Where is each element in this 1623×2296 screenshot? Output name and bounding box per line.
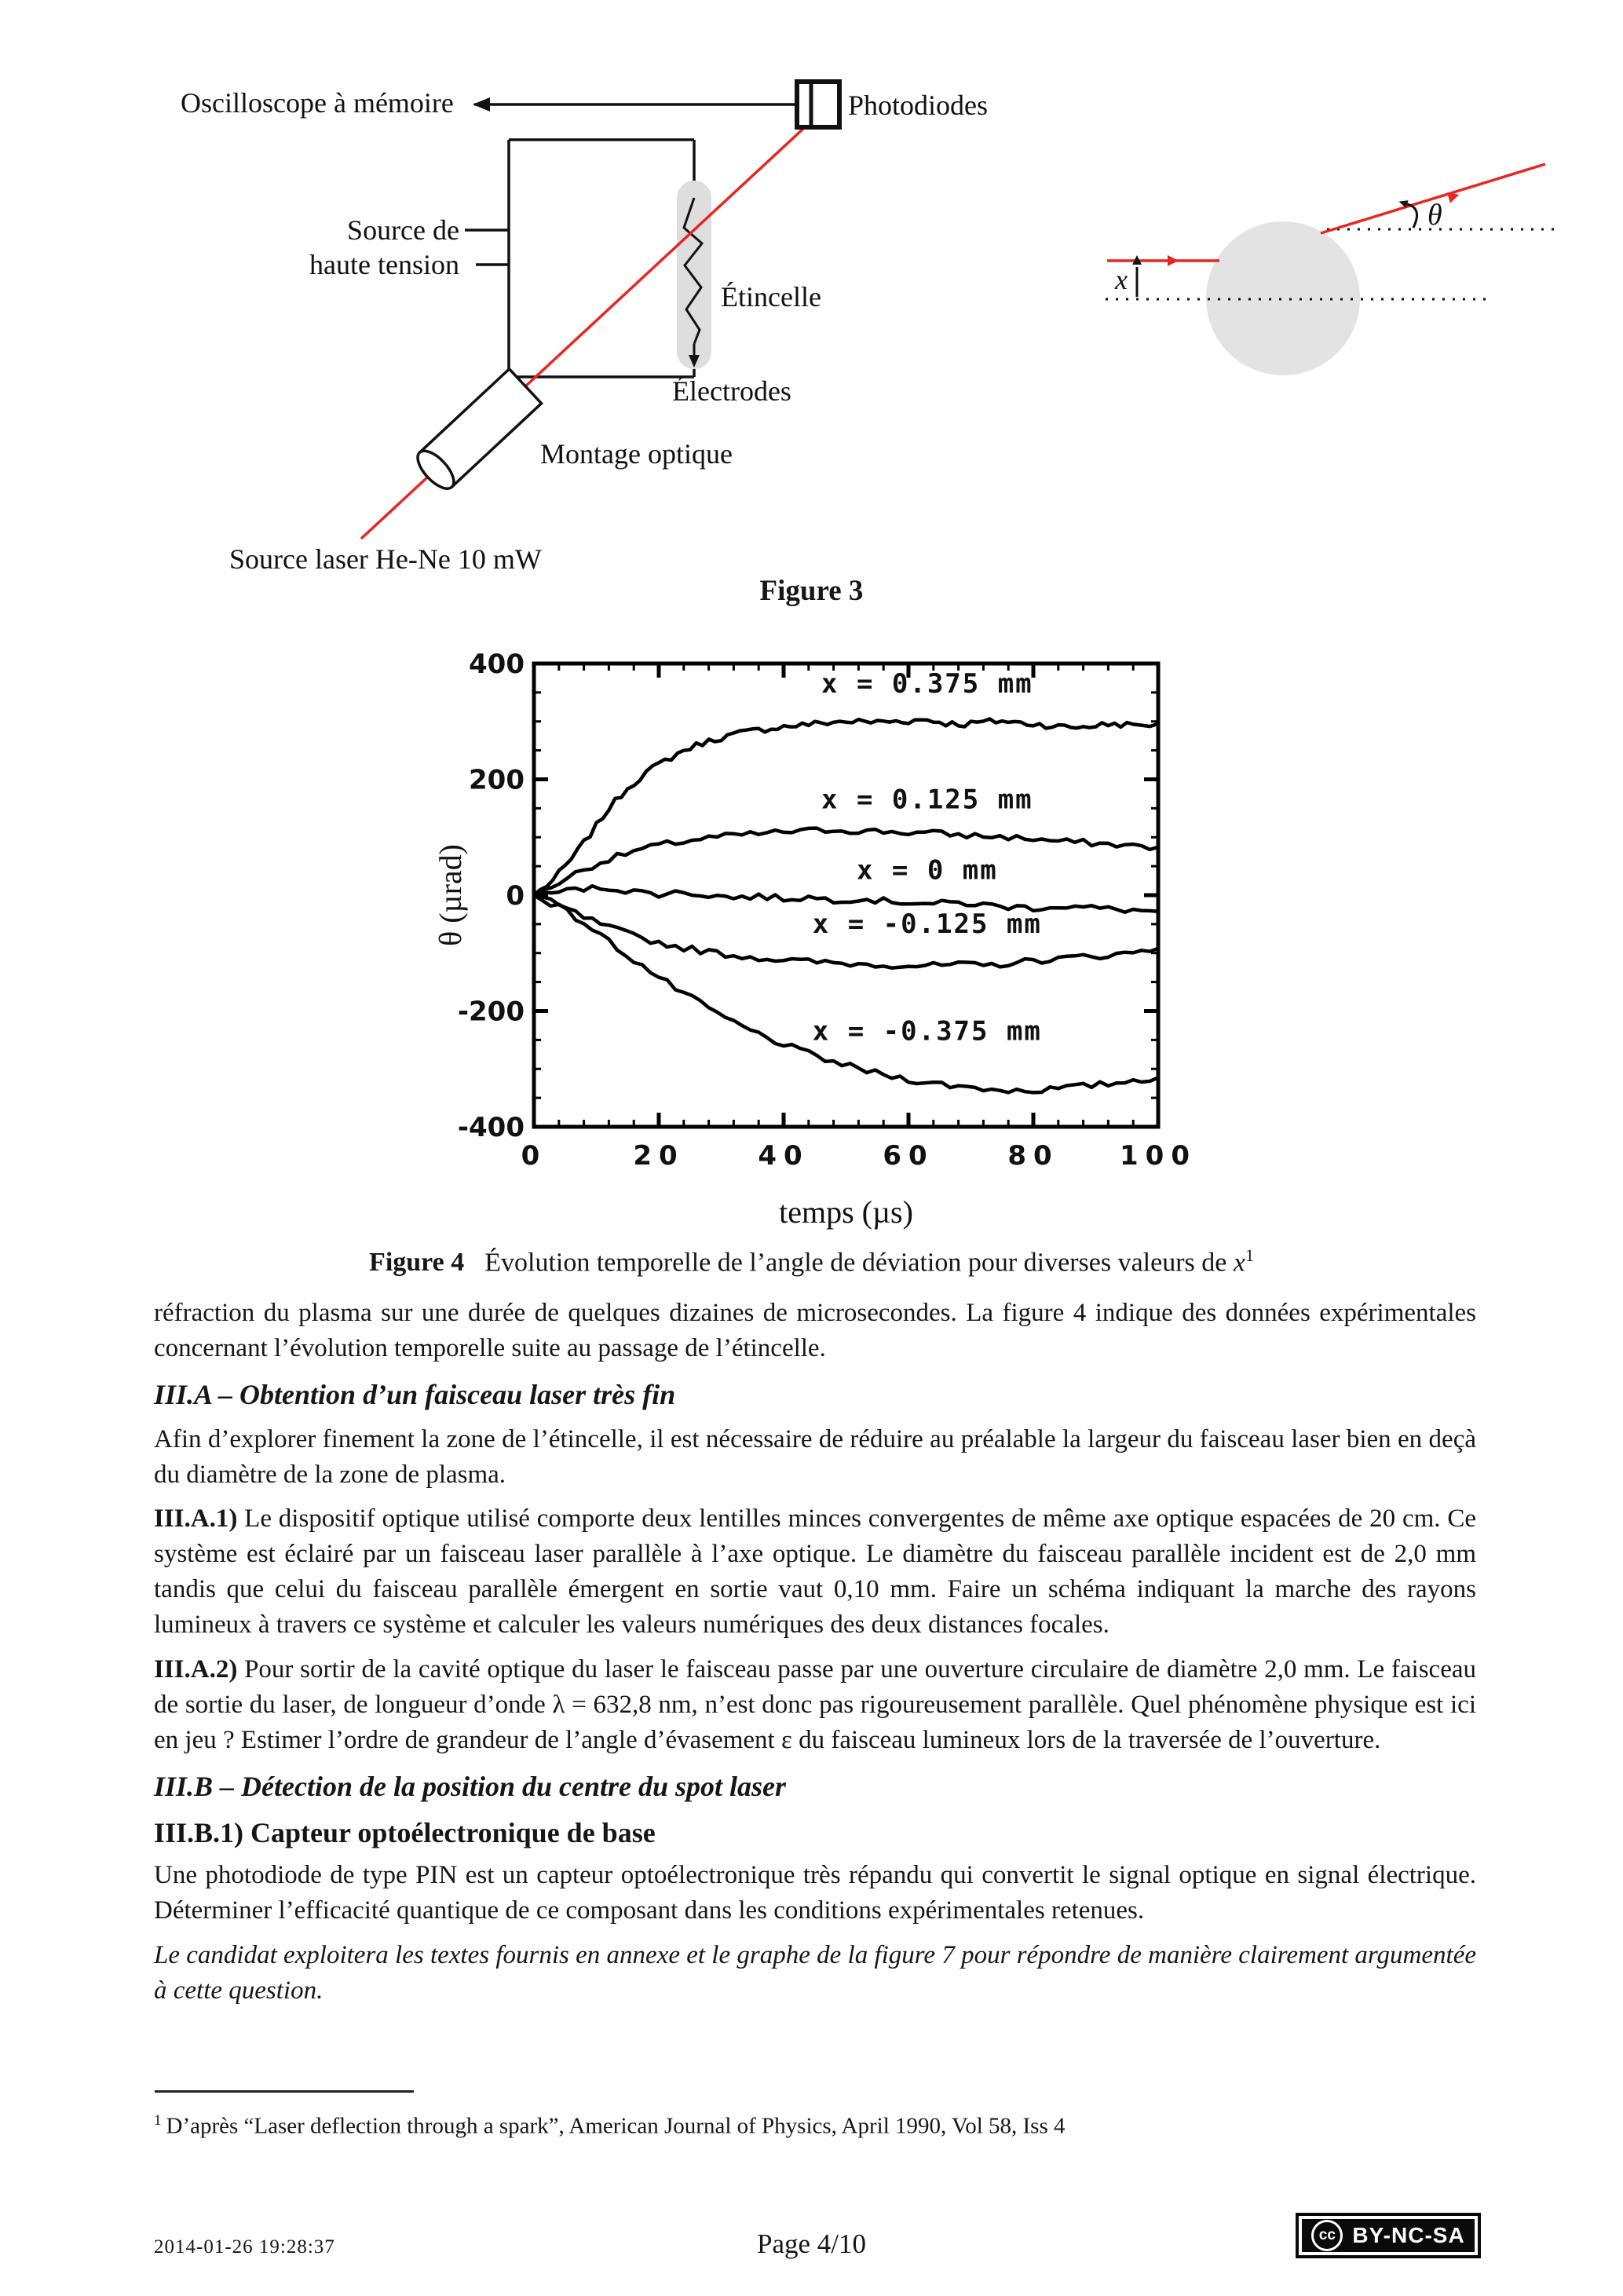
section-heading: III.A – Obtention d’un faisceau laser très fin: [154, 1378, 676, 1410]
x-tick-label: 20: [633, 1140, 685, 1172]
cc-icon: cc: [1311, 2220, 1343, 2251]
plot-frame: [534, 664, 1158, 1127]
y-tick-label: -200: [457, 996, 525, 1028]
series-label: x = 0.125 mm: [821, 784, 1033, 816]
section-heading: III.B – Détection de la position du centre du spot laser: [154, 1770, 787, 1802]
y-tick-label: 0: [506, 880, 525, 912]
footer-timestamp: 2014-01-26 19:28:37: [154, 2236, 335, 2258]
section-heading: III.B.1) Capteur optoélectronique de base: [154, 1816, 656, 1848]
hv-source-label-line1: Source de: [347, 214, 459, 246]
figure4-caption-text: Évolution temporelle de l’angle de déviation pour diverses valeurs de: [484, 1248, 1234, 1278]
footer-page-number: Page 4/10: [756, 2228, 866, 2259]
footnote-text: D’après “Laser deflection through a spark”, American Journal of Physics, April 1990, Vol 58, Iss 4: [166, 2113, 1066, 2139]
x-tick-label: 60: [883, 1140, 934, 1172]
paragraph: III.A.1) Le dispositif optique utilisé comporte deux lentilles minces convergentes de même axe optique espacées de 20 cm. Ce système est éclairé par un faisceau laser parallèle à l’axe optique. Le diamètre du faisceau parallèle incident est de 2,0 mm tandis que celui du faisceau parallèle émergent en sortie vaut 0,10 mm. Faire un schéma indiquant la marche des rayons lumineux à travers ce système et calculer les valeurs numériques des deux distances focales.: [154, 1504, 1476, 1640]
optical-mount-label: Montage optique: [540, 438, 733, 470]
laser-source-label: Source laser He-Ne 10 mW: [229, 543, 542, 575]
figure3-schematic: [0, 71, 1623, 630]
paragraph: Le candidat exploitera les textes fournis en annexe et le graphe de la figure 7 pour répondre de manière clairement argumentée à cette question.: [154, 1941, 1476, 2005]
series-label: x = -0.125 mm: [812, 908, 1042, 940]
theta-label: θ: [1427, 199, 1442, 232]
y-tick-label: 200: [469, 764, 525, 796]
x-offset-label: x: [1115, 264, 1128, 295]
footnote-ref: 1: [1245, 1245, 1254, 1265]
optical-mount: [411, 369, 541, 495]
photodiodes-label: Photodiodes: [848, 90, 989, 121]
footnote: [154, 2112, 1410, 2140]
electrodes-label: Électrodes: [672, 375, 791, 407]
paragraph: Afin d’explorer finement la zone de l’étincelle, il est nécessaire de réduire au préalable la largeur du faisceau laser bien en deçà du diamètre de la zone de plasma.: [154, 1424, 1476, 1489]
footnote-rule: [155, 2090, 414, 2093]
photodiode-box: [797, 82, 839, 127]
question-number: III.A.2): [154, 1654, 245, 1684]
figure3-caption: Figure 3: [759, 575, 864, 607]
paragraph: III.A.2) Pour sortir de la cavité optique du laser le faisceau passe par une ouverture circulaire de diamètre 2,0 mm. Le faisceau de sortie du laser, de longueur d’onde λ = 632,8 nm, n’est donc pas rigoureusement parallèle. Quel phénomène physique est ici en jeu ? Estimer l’ordre de grandeur de l’angle d’évasement ε du faisceau lumineux lors de la traversée de l’ouverture.: [154, 1654, 1476, 1754]
figure4-caption-variable: x: [1233, 1248, 1245, 1278]
y-tick-label: 400: [469, 649, 525, 680]
y-axis-title: θ (µrad): [433, 844, 468, 946]
data-series-2: [534, 828, 1158, 895]
series-label: x = -0.375 mm: [812, 1015, 1042, 1047]
spark-label: Étincelle: [721, 281, 821, 313]
series-label: x = 0 mm: [856, 854, 998, 887]
figure4-chart: [428, 648, 1245, 1245]
ray-arrowhead-icon: [1168, 255, 1179, 266]
figure4-caption: [0, 1245, 1623, 1278]
paragraph: réfraction du plasma sur une durée de quelques dizaines de microsecondes. La figure 4 indique des données expérimentales concernant l’évolution temporelle suite au passage de l’étincelle.: [154, 1299, 1476, 1362]
cc-license-label: BY-NC-SA: [1352, 2223, 1465, 2247]
figure4-caption-number: Figure 4: [369, 1248, 465, 1278]
oscilloscope-label: Oscilloscope à mémoire: [181, 87, 454, 119]
x-tick-label: 0: [521, 1140, 547, 1172]
x-axis-title: temps (µs): [779, 1194, 913, 1230]
paragraph: Une photodiode de type PIN est un capteur optoélectronique très répandu qui convertit le signal optique en signal électrique. Déterminer l’efficacité quantique de ce composant dans les conditions expérimentales retenues.: [154, 1861, 1476, 1925]
footnote-marker: 1: [154, 2112, 162, 2129]
x-tick-label: 80: [1007, 1140, 1059, 1172]
arrowhead-left-icon: [473, 97, 490, 112]
y-tick-label: -400: [457, 1112, 525, 1143]
question-number: III.A.1): [154, 1504, 245, 1534]
body-text: [154, 1296, 1476, 2018]
x-tick-label: 100: [1120, 1140, 1197, 1172]
series-label: x = 0.375 mm: [821, 667, 1033, 700]
cc-license-badge: [1296, 2213, 1481, 2258]
theta-angle-arc: [1407, 204, 1417, 228]
x-tick-label: 40: [758, 1140, 810, 1172]
hv-source-label-line2: haute tension: [309, 249, 459, 280]
